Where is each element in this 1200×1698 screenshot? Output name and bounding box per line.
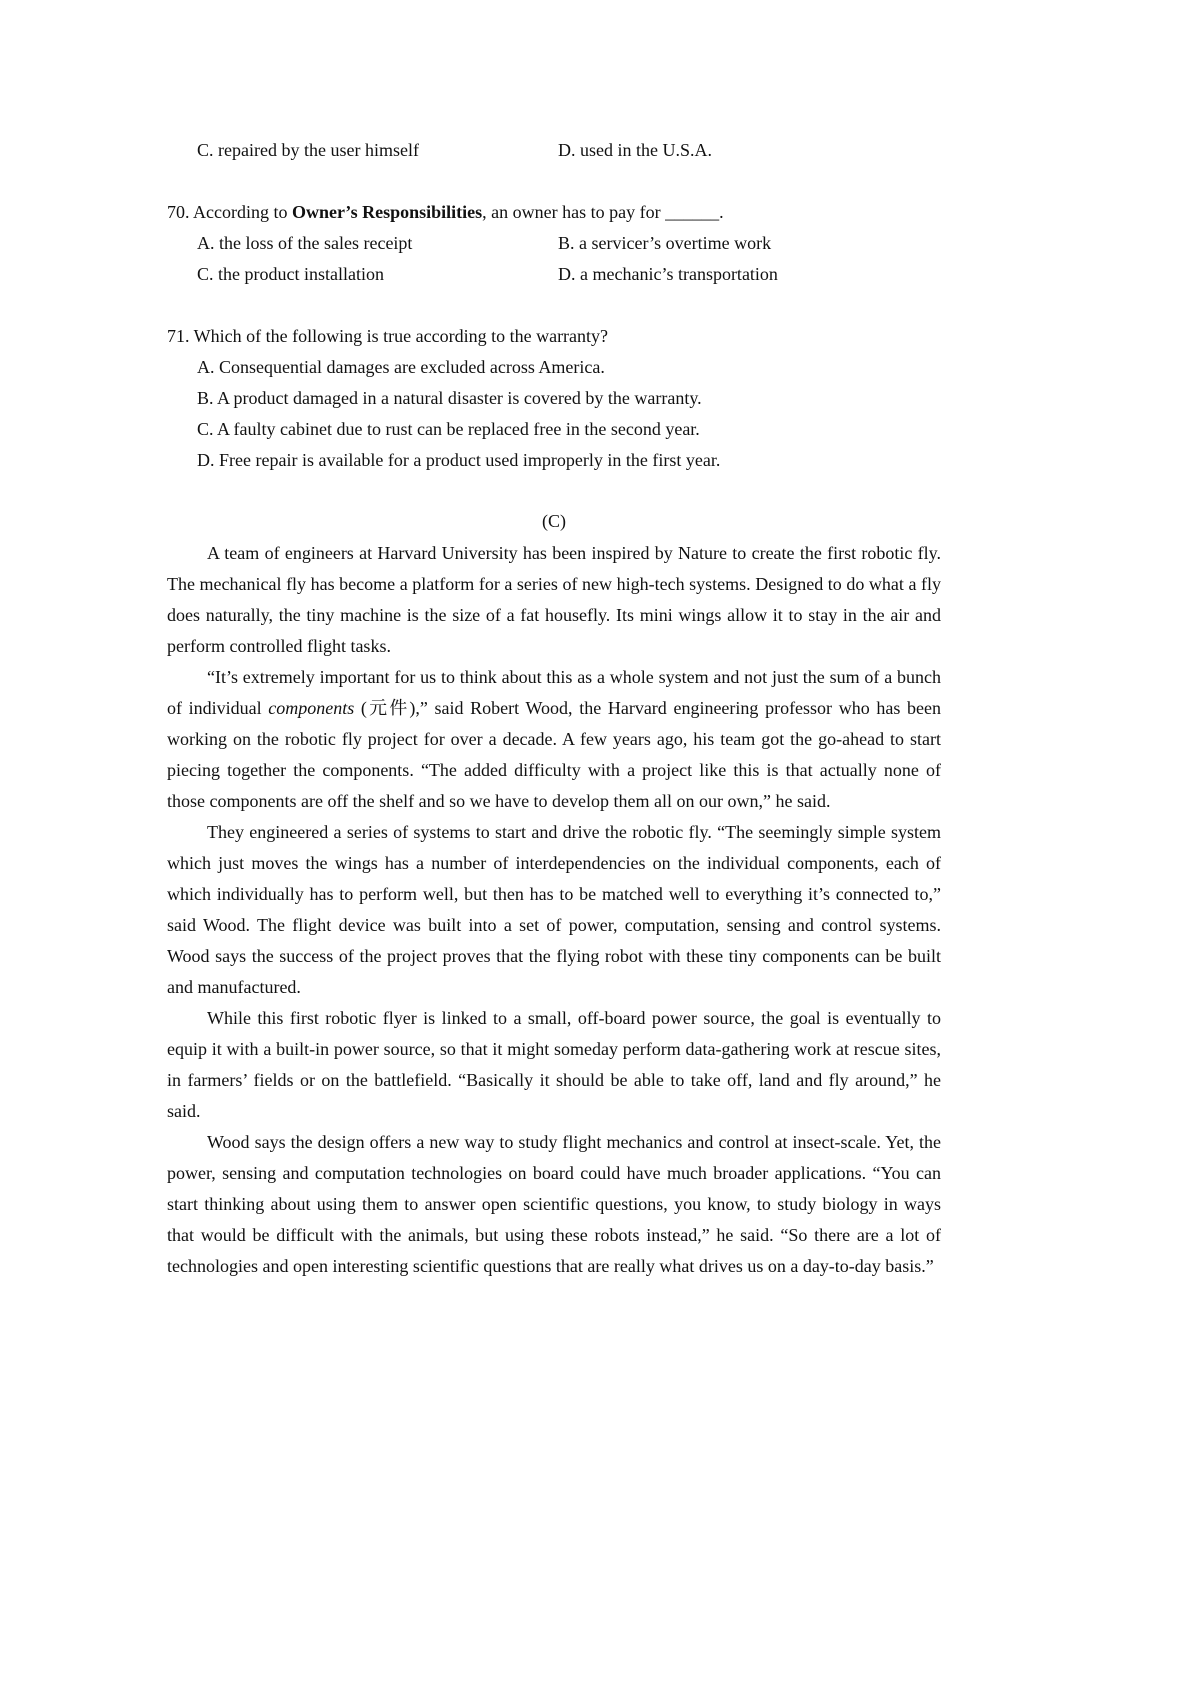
passage-paragraph-5: Wood says the design offers a new way to study flight mechanics and control at insect-scale. Yet, the power, sensing and computation technologies on board could have much broader applications. “You can start thinking about using them to answer open scientific questions, you know, to study biology in ways that would be difficult with the animals, but using these robots instead,” he said. “So there are a lot of technologies and open interesting scientific questions that are really what drives us on a day-to-day basis.”	[167, 1132, 941, 1276]
q69-option-d: D. used in the U.S.A.	[558, 140, 712, 160]
passage-paragraph-1: A team of engineers at Harvard University has been inspired by Nature to create the first robotic fly. The mechanical fly has become a platform for a series of new high-tech systems. Designed to do what a fly does naturally, the tiny machine is the size of a fat housefly. Its mini wings allow it to stay in the air and perform controlled flight tasks.	[167, 543, 941, 656]
passage-paragraph-2	[167, 662, 941, 817]
p2-text-before: “It’s extremely important for us to think about this as a whole system and not just the sum of a bunch of individual	[167, 667, 941, 718]
q71-option-b: B. A product damaged in a natural disaster is covered by the warranty.	[197, 388, 702, 408]
q70-option-a: A. the loss of the sales receipt	[197, 233, 413, 253]
q70-stem-suffix: , an owner has to pay for ______.	[482, 202, 724, 222]
passage-paragraph-3: They engineered a series of systems to start and drive the robotic fly. “The seemingly simple system which just moves the wings has a number of interdependencies on the individual components, each of which individually has to perform well, but then has to be matched well to everything it’s connected to,” said Wood. The flight device was built into a set of power, computation, sensing and control systems. Wood says the success of the project proves that the flying robot with these tiny components can be built and manufactured.	[167, 822, 941, 997]
q69-option-c: C. repaired by the user himself	[197, 140, 419, 160]
q71-option-a: A. Consequential damages are excluded across America.	[197, 357, 605, 377]
q70-stem	[167, 200, 724, 224]
passage-c	[167, 538, 941, 1282]
passage-paragraph-4: While this first robotic flyer is linked to a small, off-board power source, the goal is eventually to equip it with a built-in power source, so that it might someday perform data-gathering work at rescue sites, in farmers’ fields or on the battlefield. “Basically it should be able to take off, land and fly around,” he said.	[167, 1008, 941, 1121]
q70-stem-bold: Owner’s Responsibilities	[291, 202, 483, 222]
q70-option-c: C. the product installation	[197, 264, 384, 284]
q71-option-d: D. Free repair is available for a product used improperly in the first year.	[197, 450, 721, 470]
section-c-label: (C)	[542, 511, 566, 531]
q71-option-c: C. A faulty cabinet due to rust can be replaced free in the second year.	[197, 419, 700, 439]
p2-text-after: (元件),” said Robert Wood, the Harvard engineering professor who has been working on the robotic fly project for over a decade. A few years ago, his team got the go-ahead to start piecing together the components. “The added difficulty with a project like this is that actually none of those components are off the shelf and so we have to develop them all on our own,” he said.	[167, 698, 941, 811]
q70-option-b: B. a servicer’s overtime work	[558, 233, 772, 253]
q70-option-d: D. a mechanic’s transportation	[558, 264, 778, 284]
q70-stem-prefix: 70. According to	[167, 202, 292, 222]
p2-italic-term: components	[268, 698, 355, 718]
q71-stem: 71. Which of the following is true according to the warranty?	[167, 326, 609, 346]
